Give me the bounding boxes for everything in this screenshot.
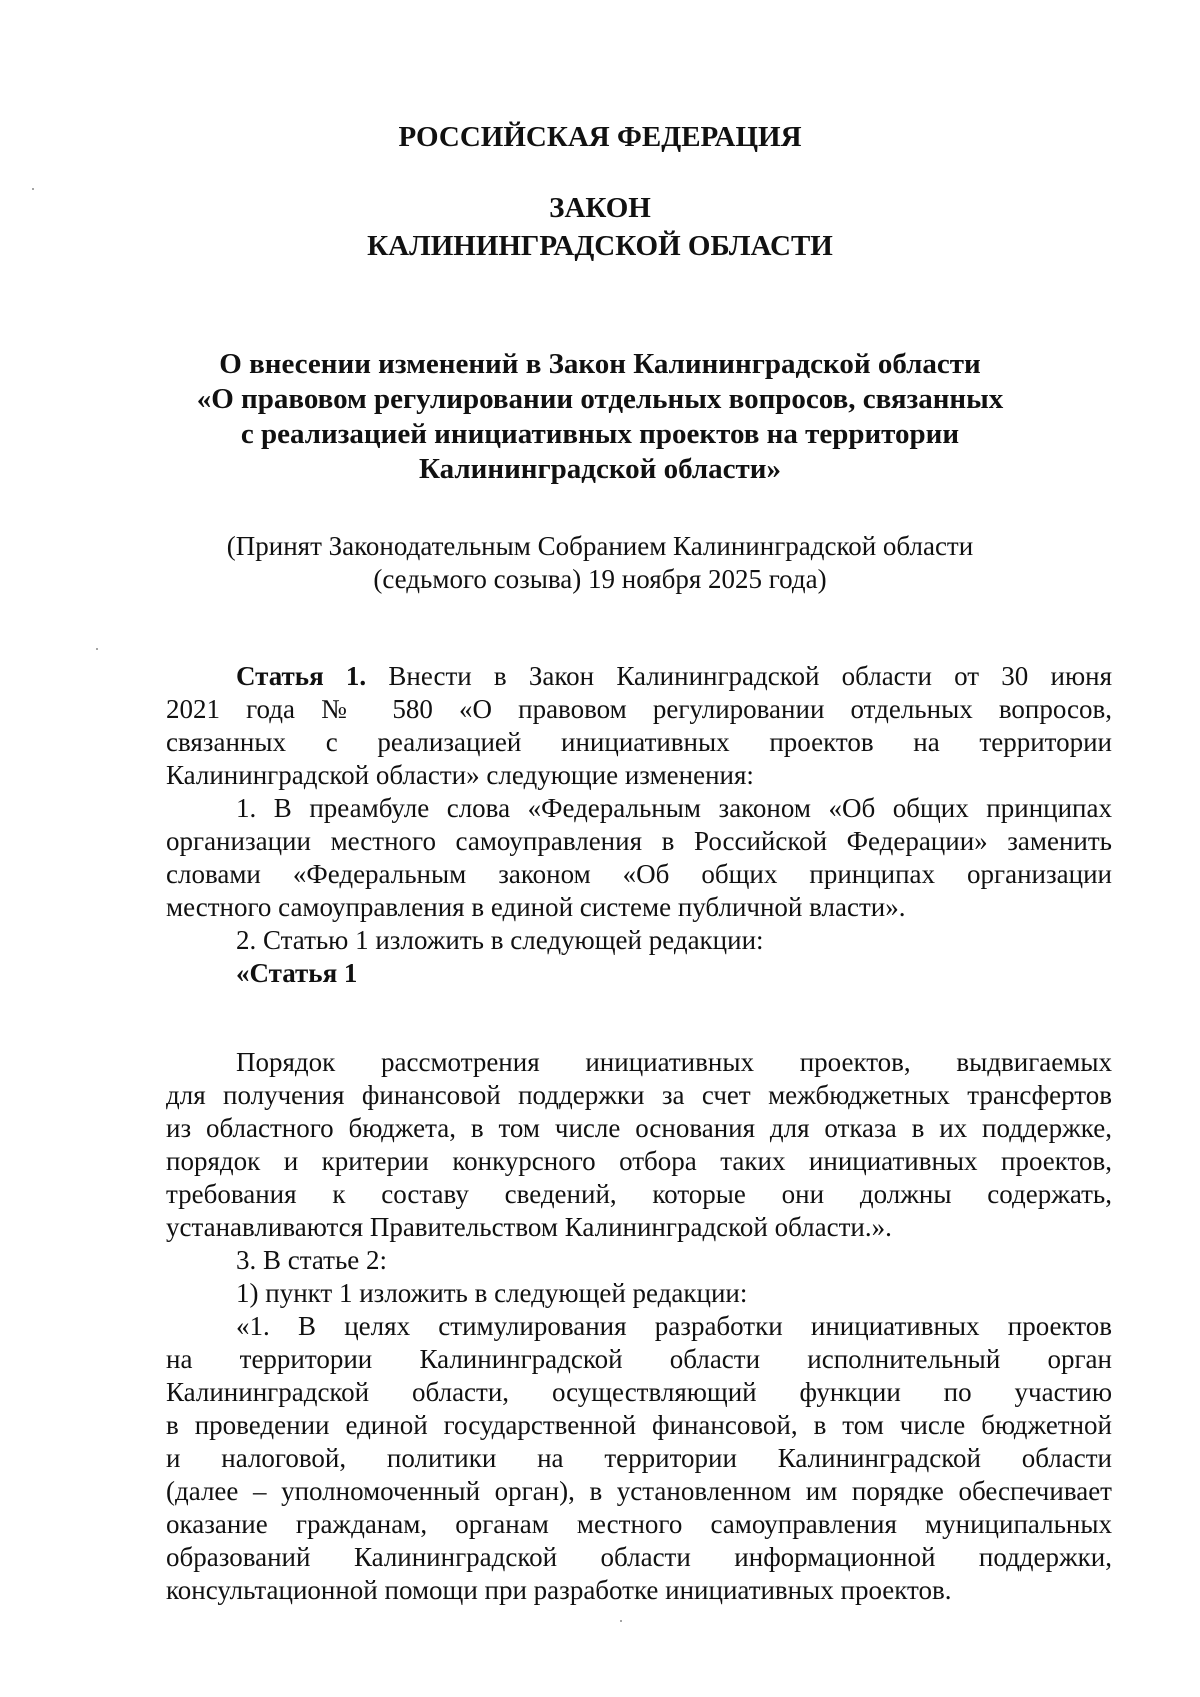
document-body bbox=[166, 660, 1112, 1607]
law-heading-line-2: КАЛИНИНГРАДСКОЙ ОБЛАСТИ bbox=[367, 230, 833, 262]
point-1-line: образований Калининградской области информационной поддержки, bbox=[166, 1542, 1112, 1572]
item-1-line: организации местного самоуправления в Российской Федерации» заменить bbox=[166, 826, 1112, 856]
law-heading-line-1: ЗАКОН bbox=[549, 192, 651, 224]
new-article-1-line: для получения финансовой поддержки за счет межбюджетных трансфертов bbox=[166, 1080, 1112, 1110]
new-article-1-line: устанавливаются Правительством Калининградской области.». bbox=[166, 1212, 892, 1242]
new-article-1-line: порядок и критерии конкурсного отбора таких инициативных проектов, bbox=[166, 1146, 1112, 1176]
article-1-line: связанных с реализацией инициативных проектов на территории bbox=[166, 727, 1112, 757]
point-1-line: оказание гражданам, органам местного самоуправления муниципальных bbox=[166, 1509, 1112, 1539]
law-title-line: с реализацией инициативных проектов на территории bbox=[240, 418, 960, 450]
law-title-line: Калининградской области» bbox=[418, 453, 781, 485]
country-heading: РОССИЙСКАЯ ФЕДЕРАЦИЯ bbox=[398, 121, 802, 153]
point-1-line: на территории Калининградской области исполнительный орган bbox=[166, 1344, 1112, 1374]
article-1-text: Внести в Закон Калининградской области от 30 июня bbox=[366, 661, 1112, 691]
law-title bbox=[0, 347, 1200, 487]
article-1-line: Калининградской области» следующие изменения: bbox=[166, 760, 754, 790]
point-1-line: и налоговой, политики на территории Калининградской области bbox=[166, 1443, 1112, 1473]
adoption-note-line: (Принят Законодательным Собранием Калининградской области bbox=[226, 531, 974, 561]
new-article-1-line: требования к составу сведений, которые они должны содержать, bbox=[166, 1179, 1112, 1209]
adoption-note bbox=[0, 530, 1200, 596]
new-article-1-line: Порядок рассмотрения инициативных проектов, выдвигаемых bbox=[236, 1047, 1112, 1077]
scan-speck bbox=[620, 1620, 622, 1622]
item-3-sub-1: 1) пункт 1 изложить в следующей редакции: bbox=[236, 1278, 748, 1308]
law-title-line: О внесении изменений в Закон Калининградской области bbox=[219, 348, 981, 380]
item-3-line: 3. В статье 2: bbox=[236, 1245, 388, 1275]
point-1-line: в проведении единой государственной финансовой, в том числе бюджетной bbox=[166, 1410, 1112, 1440]
item-2-line: 2. Статью 1 изложить в следующей редакции: bbox=[236, 925, 764, 955]
paragraph-gap bbox=[166, 990, 1112, 1046]
point-1-line: консультационной помощи при разработке инициативных проектов. bbox=[166, 1575, 952, 1605]
point-1-line: (далее – уполномоченный орган), в установленном им порядке обеспечивает bbox=[166, 1476, 1112, 1506]
point-1-line: «1. В целях стимулирования разработки инициативных проектов bbox=[236, 1311, 1112, 1341]
point-1-line: Калининградской области, осуществляющий функции по участию bbox=[166, 1377, 1112, 1407]
scan-speck bbox=[96, 648, 98, 650]
law-title-line: «О правовом регулировании отдельных вопросов, связанных bbox=[196, 383, 1004, 415]
article-1-line: 2021 года № 580 «О правовом регулировании отдельных вопросов, bbox=[166, 694, 1112, 724]
new-article-1-line: из областного бюджета, в том числе основания для отказа в их поддержке, bbox=[166, 1113, 1112, 1143]
item-1-line: 1. В преамбуле слова «Федеральным законом «Об общих принципах bbox=[236, 793, 1112, 823]
article-1-line bbox=[166, 660, 1112, 693]
article-1-label: Статья 1. bbox=[236, 661, 367, 691]
adoption-note-line: (седьмого созыва) 19 ноября 2025 года) bbox=[373, 564, 827, 594]
scan-speck bbox=[32, 188, 34, 190]
item-1-line: местного самоуправления в единой системе публичной власти». bbox=[166, 892, 906, 922]
item-1-line: словами «Федеральным законом «Об общих принципах организации bbox=[166, 859, 1112, 889]
quoted-article-heading: «Статья 1 bbox=[236, 958, 358, 988]
